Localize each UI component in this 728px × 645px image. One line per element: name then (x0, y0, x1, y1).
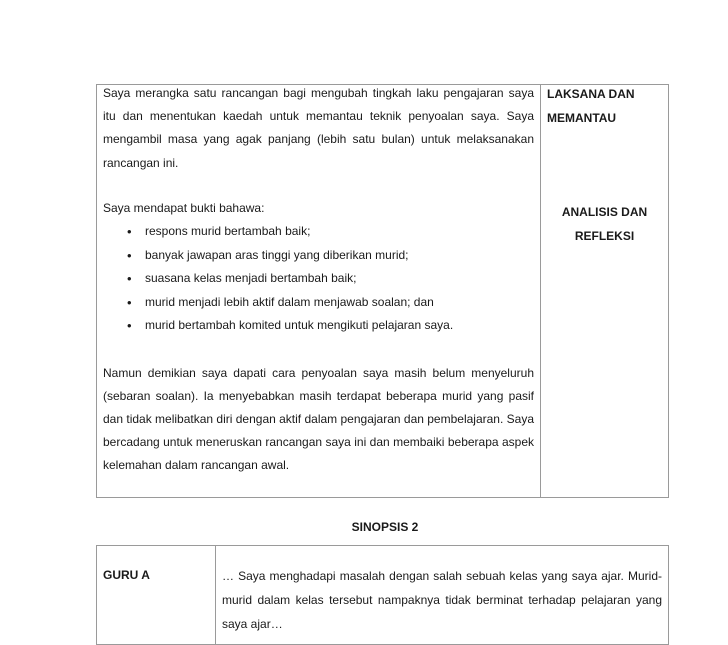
label-line: MEMANTAU (547, 111, 617, 125)
label-line: REFLEKSI (574, 229, 635, 243)
list-item: • suasana kelas menjadi bertambah baik; (103, 267, 534, 291)
paragraph-plan: Saya merangka satu rancangan bagi mengubah tingkah laku pengajaran saya itu dan menentukan kaedah untuk memantau teknik penyoalan saya. Saya mengambil masa yang agak panjang (lebih satu bulan) untuk melaksanakan rancangan ini. (103, 86, 534, 170)
synopsis-table (96, 545, 669, 645)
teacher-label-cell (97, 546, 216, 644)
paragraph-evidence-intro: Saya mendapat bukti bahawa: (103, 200, 265, 215)
list-item: • respons murid bertambah baik; (103, 220, 534, 244)
teacher-label: GURU A (103, 568, 150, 582)
list-item: • banyak jawapan aras tinggi yang diberikan murid; (103, 244, 534, 268)
paragraph-weakness: Namun demikian saya dapati cara penyoalan saya masih belum menyeluruh (sebaran soalan). Ia menyebabkan masih terdapat beberapa murid yang pasif dan tidak melibatkan diri dengan aktif dalam pengajaran dan pembelajaran. Saya bercadang untuk meneruskan rancangan saya ini dan membaiki beberapa aspek kelemahan dalam rancangan awal. (103, 365, 534, 473)
evidence-list (103, 220, 534, 338)
label-line: ANALISIS DAN (561, 205, 648, 219)
reflection-content-cell (97, 85, 541, 497)
section-title: SINOPSIS 2 (351, 520, 419, 534)
label-laksana-memantau (547, 82, 635, 130)
list-item: • murid menjadi lebih aktif dalam menjawab soalan; dan (103, 291, 534, 315)
reflection-table (96, 84, 669, 498)
synopsis-text-cell (216, 546, 668, 636)
synopsis-text: … Saya menghadapi masalah dengan salah sebuah kelas yang saya ajar. Murid-murid dalam kelas tersebut nampaknya tidak berminat terhadap pelajaran yang saya ajar… (222, 569, 662, 631)
list-item: • murid bertambah komited untuk mengikuti pelajaran saya. (103, 314, 534, 338)
label-analisis-refleksi (541, 200, 668, 248)
stage-label-cell (541, 85, 668, 497)
label-line: LAKSANA DAN (547, 87, 635, 101)
